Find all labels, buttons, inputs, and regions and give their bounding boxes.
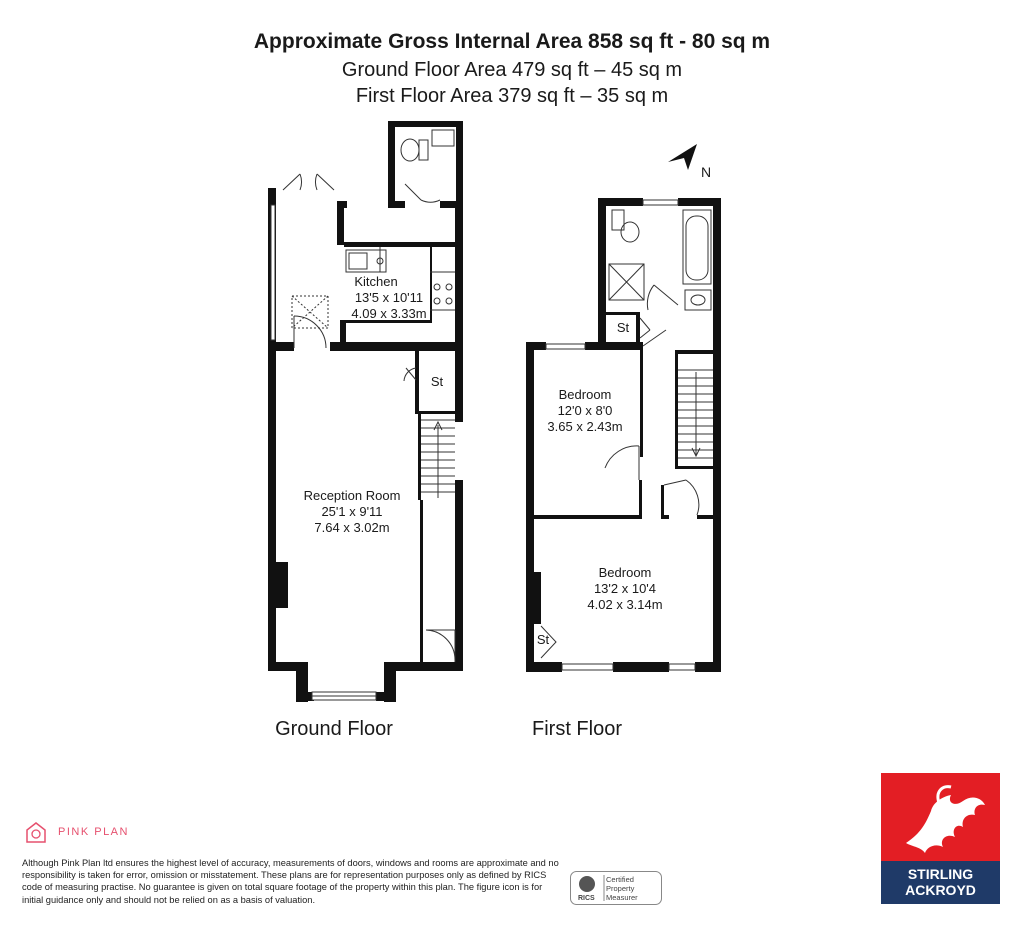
reception-name: Reception Room [303,488,401,503]
bedroom1-name: Bedroom [558,387,612,402]
bedroom1-metric: 3.65 x 2.43m [547,419,623,434]
ground-floor-area: Ground Floor Area 479 sq ft – 45 sq m [341,59,683,81]
bedroom2-name: Bedroom [598,565,652,580]
ground-floor-plan [268,121,463,702]
bedroom2-imperial: 13'2 x 10'4 [593,581,657,596]
north-arrow-icon [668,144,697,170]
first-store-top-label: St [616,320,630,335]
bedroom1-imperial: 12'0 x 8'0 [557,403,613,418]
ground-store-label: St [430,374,444,389]
kitchen-imperial: 13'5 x 10'11 [354,290,424,305]
first-store-bottom-label: St [536,632,550,647]
bedroom2-metric: 4.02 x 3.14m [587,597,663,612]
ground-floor-label: Ground Floor [275,718,393,740]
pink-plan-logo-icon [24,820,48,844]
rics-label: RICS [578,895,595,902]
reception-metric: 7.64 x 3.02m [314,520,390,535]
logo-word-stirling: STIRLING [907,866,974,882]
first-floor-label: First Floor [532,718,622,740]
logo-word-ackroyd: ACKROYD [905,882,976,898]
pink-plan-brand: PINK PLAN [58,826,129,838]
disclaimer-text: Although Pink Plan ltd ensures the highest level of accuracy, measurements of doors, windows and rooms are approximate and no responsibility is taken for error, omission or misstatement. These plans are for representation purposes only as defined by RICS code of measuring practise. No guarantee is given on total square footage of the property within this plan. The figure icon is for initial guidance only and should not be relied on as a basis of valuation. [22,858,559,905]
reception-imperial: 25'1 x 9'11 [321,504,383,519]
griffin-icon [881,773,1000,861]
kitchen-name: Kitchen [354,274,398,289]
north-label: N [701,164,712,180]
ground-floor-fixtures [271,130,455,700]
kitchen-metric: 4.09 x 3.33m [351,306,427,321]
first-floor-area: First Floor Area 379 sq ft – 35 sq m [355,85,669,107]
stirling-ackroyd-logo [881,773,1000,904]
rics-cert-text: Certified Property Measurer [606,875,638,902]
gross-area-title: Approximate Gross Internal Area 858 sq ft - 80 sq m [253,30,771,53]
